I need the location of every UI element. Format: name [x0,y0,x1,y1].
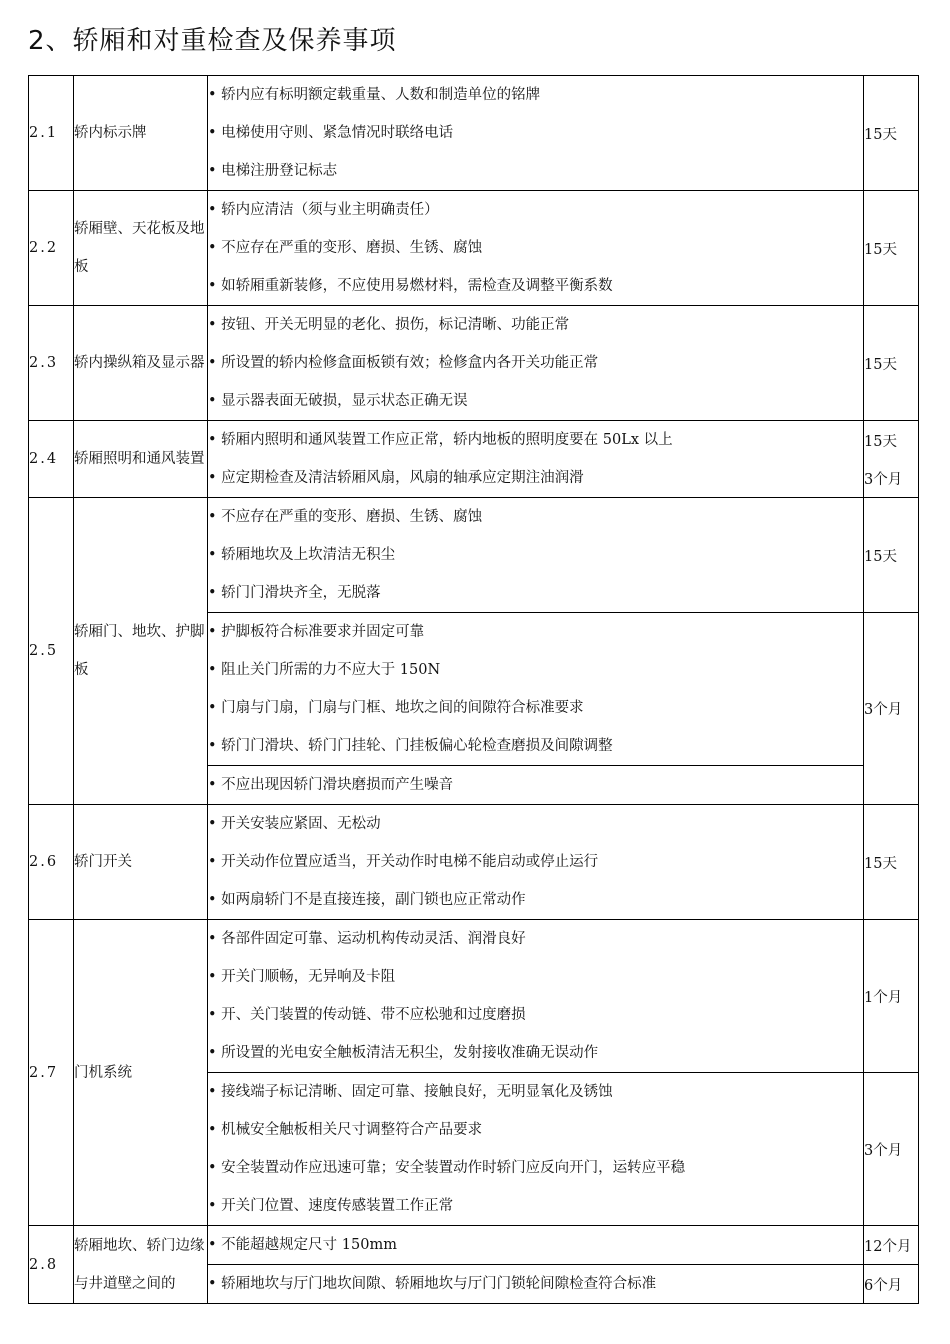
content-line [208,421,863,459]
bullet-icon: • [208,317,217,333]
content-line [208,1149,863,1187]
content-text: 电梯使用守则、紧急情况时联络电话 [221,125,454,141]
bullet-icon: • [208,662,217,678]
content-line [208,1187,863,1225]
content-text: 不应存在严重的变形、磨损、生锈、腐蚀 [221,509,483,525]
frequency: 12个月 [864,1226,919,1265]
content-line [208,267,863,305]
content-text: 安全装置动作应迅速可靠；安全装置动作时轿门应反向开门，运转应平稳 [221,1160,686,1176]
content-line [208,689,863,727]
content-text: 所设置的轿内检修盒面板锁有效；检修盒内各开关功能正常 [221,355,599,371]
bullet-icon: • [208,1045,217,1061]
content-line [208,344,863,382]
content-text: 轿厢内照明和通风装置工作应正常，轿内地板的照明度要在 50Lx 以上 [221,432,673,448]
bullet-icon: • [208,432,217,448]
item-content [208,498,864,613]
bullet-icon: • [208,470,217,486]
content-text: 门扇与门扇，门扇与门框、地坎之间的间隙符合标准要求 [221,700,584,716]
item-content [208,920,864,1073]
frequency: 3个月 [864,613,919,805]
item-number: 2.1 [29,76,74,191]
frequency: 6个月 [864,1265,919,1304]
item-name: 轿内操纵箱及显示器 [74,306,208,421]
page-title: 2、轿厢和对重检查及保养事项 [28,26,397,56]
bullet-icon: • [208,1160,217,1176]
content-line [208,536,863,574]
content-text: 机械安全触板相关尺寸调整符合产品要求 [221,1122,483,1138]
item-number: 2.3 [29,306,74,421]
content-text: 护脚板符合标准要求并固定可靠 [221,624,425,640]
frequency: 15天 [864,76,919,191]
content-text: 电梯注册登记标志 [221,163,338,179]
frequency: 3个月 [864,459,919,498]
content-text: 开关门顺畅，无异响及卡阻 [221,969,396,985]
table-row [29,805,919,920]
bullet-icon: • [208,1276,217,1292]
content-text: 开、关门装置的传动链、带不应松驰和过度磨损 [221,1007,526,1023]
content-line [208,651,863,689]
bullet-icon: • [208,1198,217,1214]
table-row [29,920,919,1073]
content-text: 开关安装应紧固、无松动 [221,816,381,832]
bullet-icon: • [208,624,217,640]
content-line [208,958,863,996]
table-row [29,1226,919,1265]
item-content [208,459,864,498]
item-name: 轿厢壁、天花板及地板 [74,191,208,306]
bullet-icon: • [208,87,217,103]
bullet-icon: • [208,1007,217,1023]
item-number: 2.7 [29,920,74,1226]
content-text: 如轿厢重新装修，不应使用易燃材料，需检查及调整平衡系数 [221,278,613,294]
item-name: 轿厢照明和通风装置 [74,421,208,498]
content-line [208,881,863,919]
content-line [208,459,863,497]
item-number: 2.8 [29,1226,74,1304]
content-line [208,613,863,651]
content-text: 不应存在严重的变形、磨损、生锈、腐蚀 [221,240,483,256]
table-row [29,76,919,191]
content-line [208,843,863,881]
item-content [208,1073,864,1226]
content-line [208,114,863,152]
bullet-icon: • [208,202,217,218]
content-line [208,1111,863,1149]
bullet-icon: • [208,816,217,832]
content-text: 不能超越规定尺寸 150mm [221,1237,397,1253]
table-row [29,421,919,460]
content-text: 各部件固定可靠、运动机构传动灵活、润滑良好 [221,931,526,947]
content-line [208,306,863,344]
bullet-icon: • [208,892,217,908]
content-line [208,920,863,958]
content-line [208,1034,863,1072]
item-content [208,1226,864,1265]
content-text: 接线端子标记清晰、固定可靠、接触良好，无明显氧化及锈蚀 [221,1084,613,1100]
table-row [29,498,919,613]
table-row [29,306,919,421]
item-content [208,306,864,421]
content-line [208,996,863,1034]
frequency: 15天 [864,805,919,920]
bullet-icon: • [208,1237,217,1253]
bullet-icon: • [208,163,217,179]
content-line [208,727,863,765]
frequency: 15天 [864,191,919,306]
bullet-icon: • [208,777,217,793]
item-content [208,805,864,920]
content-text: 如两扇轿门不是直接连接，副门锁也应正常动作 [221,892,526,908]
item-name: 轿厢门、地坎、护脚板 [74,498,208,805]
frequency: 15天 [864,306,919,421]
content-text: 轿内应清洁（须与业主明确责任） [221,202,439,218]
bullet-icon: • [208,355,217,371]
bullet-icon: • [208,509,217,525]
frequency: 15天 [864,498,919,613]
item-name: 轿内标示牌 [74,76,208,191]
item-number: 2.2 [29,191,74,306]
content-text: 阻止关门所需的力不应大于 150N [221,662,441,678]
item-number: 2.5 [29,498,74,805]
item-name: 轿门开关 [74,805,208,920]
content-text: 开关动作位置应适当，开关动作时电梯不能启动或停止运行 [221,854,599,870]
item-content [208,421,864,460]
bullet-icon: • [208,969,217,985]
bullet-icon: • [208,393,217,409]
frequency: 15天 [864,421,919,460]
content-text: 不应出现因轿门滑块磨损而产生噪音 [221,777,454,793]
content-text: 轿门门滑块、轿门门挂轮、门挂板偏心轮检查磨损及间隙调整 [221,738,613,754]
item-content [208,76,864,191]
item-content [208,191,864,306]
content-text: 所设置的光电安全触板清洁无积尘，发射接收准确无误动作 [221,1045,599,1061]
content-text: 轿门门滑块齐全，无脱落 [221,585,381,601]
bullet-icon: • [208,585,217,601]
content-text: 轿厢地坎与厅门地坎间隙、轿厢地坎与厅门门锁轮间隙检查符合标准 [221,1276,657,1292]
bullet-icon: • [208,700,217,716]
item-content [208,766,864,805]
bullet-icon: • [208,738,217,754]
item-number: 2.4 [29,421,74,498]
bullet-icon: • [208,278,217,294]
bullet-icon: • [208,1122,217,1138]
content-line [208,1073,863,1111]
content-line [208,1226,863,1264]
item-number: 2.6 [29,805,74,920]
content-line [208,766,863,804]
item-content [208,613,864,766]
table-row [29,191,919,306]
content-text: 显示器表面无破损，显示状态正确无误 [221,393,468,409]
bullet-icon: • [208,854,217,870]
content-line [208,574,863,612]
content-line [208,805,863,843]
bullet-icon: • [208,240,217,256]
inspection-table [28,75,919,1304]
item-name: 门机系统 [74,920,208,1226]
content-line [208,191,863,229]
content-line [208,152,863,190]
content-text: 轿内应有标明额定载重量、人数和制造单位的铭牌 [221,87,541,103]
content-text: 轿厢地坎及上坎清洁无积尘 [221,547,396,563]
item-name: 轿厢地坎、轿门边缘与井道壁之间的 [74,1226,208,1304]
bullet-icon: • [208,125,217,141]
bullet-icon: • [208,1084,217,1100]
content-line [208,498,863,536]
bullet-icon: • [208,931,217,947]
content-text: 按钮、开关无明显的老化、损伤，标记清晰、功能正常 [221,317,570,333]
frequency: 1个月 [864,920,919,1073]
bullet-icon: • [208,547,217,563]
content-line [208,76,863,114]
content-line [208,382,863,420]
content-line [208,1265,863,1303]
content-line [208,229,863,267]
content-text: 开关门位置、速度传感装置工作正常 [221,1198,454,1214]
frequency: 3个月 [864,1073,919,1226]
item-content [208,1265,864,1304]
content-text: 应定期检查及清洁轿厢风扇，风扇的轴承应定期注油润滑 [221,470,584,486]
